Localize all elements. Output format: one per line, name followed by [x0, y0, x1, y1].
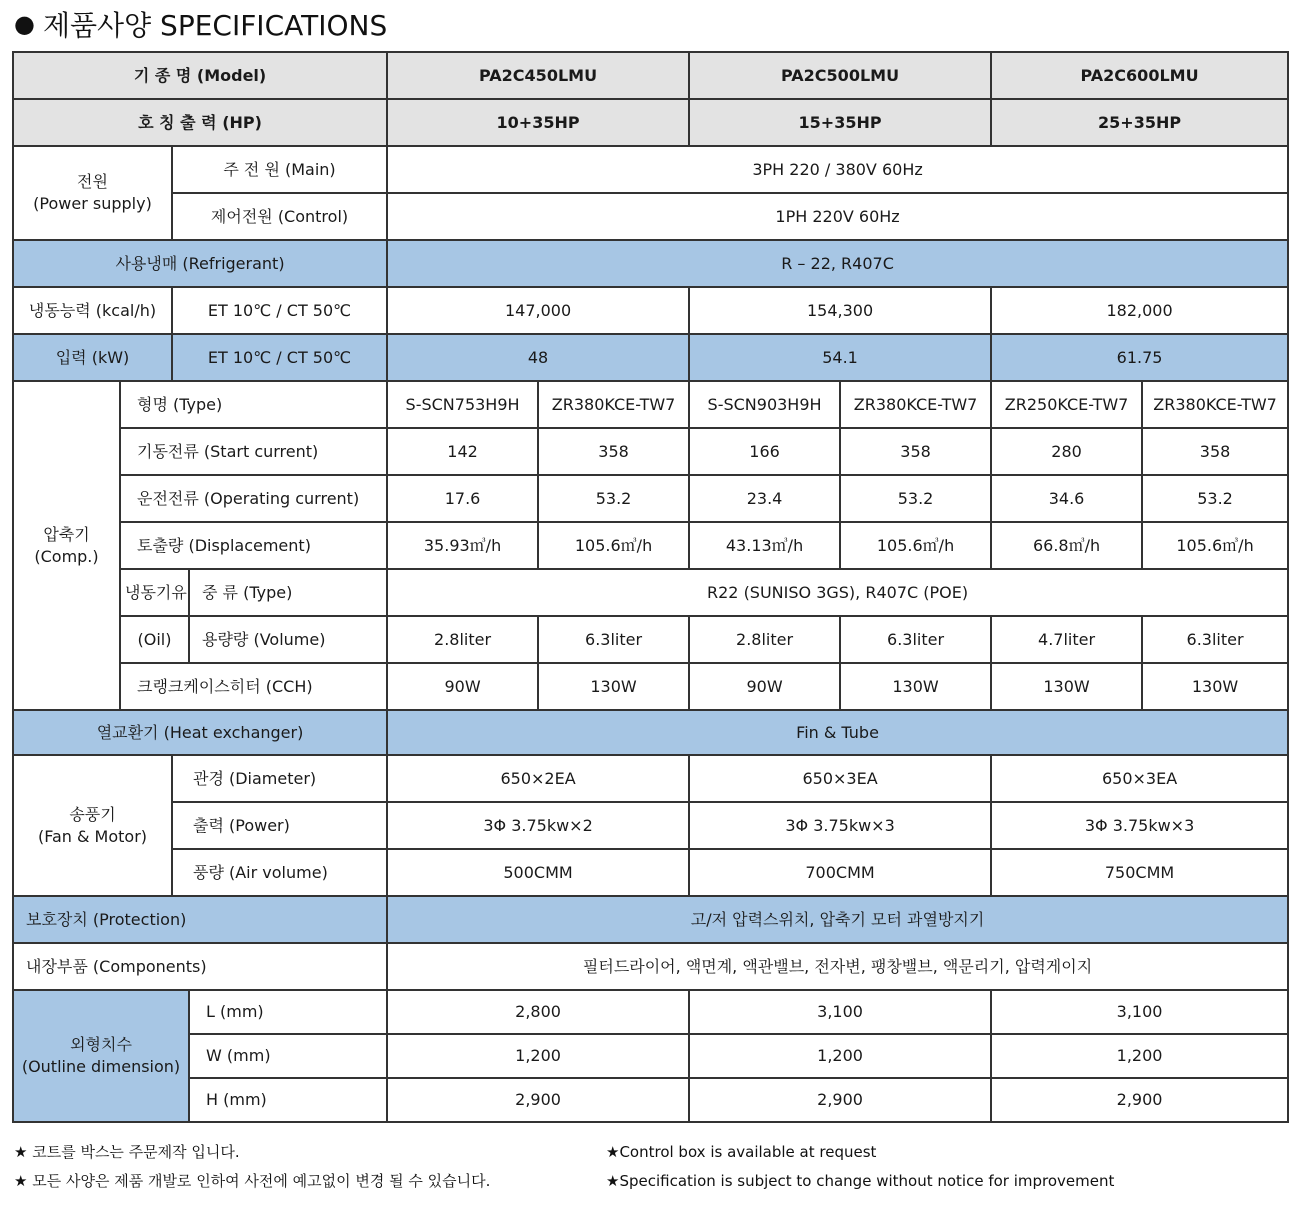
comp-type-value: ZR380KCE-TW7 — [840, 381, 991, 428]
row-outline-l — [13, 990, 1288, 1034]
note-line: ★ 코트를 박스는 주문제작 입니다. — [14, 1143, 240, 1161]
hp-value: 25+35HP — [991, 99, 1288, 146]
heat-exchanger-value: Fin & Tube — [387, 710, 1288, 755]
row-comp-start-current — [13, 428, 1288, 475]
operating-current-value: 53.2 — [538, 475, 689, 522]
input-value: 54.1 — [689, 334, 991, 381]
capacity-value: 147,000 — [387, 287, 689, 334]
fan-air-volume-value: 500CMM — [387, 849, 689, 896]
row-model — [13, 52, 1288, 99]
oil-volume-value: 2.8liter — [689, 616, 840, 663]
operating-current-value: 34.6 — [991, 475, 1142, 522]
outline-w-value: 1,200 — [387, 1034, 689, 1078]
oil-label-en: (Oil) — [120, 616, 189, 663]
protection-label: 보호장치 (Protection) — [13, 896, 387, 943]
oil-volume-value: 4.7liter — [991, 616, 1142, 663]
row-power-main — [13, 146, 1288, 193]
start-current-value: 358 — [538, 428, 689, 475]
displacement-value: 66.8㎥/h — [991, 522, 1142, 569]
displacement-value: 105.6㎥/h — [538, 522, 689, 569]
input-condition: ET 10℃ / CT 50℃ — [172, 334, 387, 381]
oil-volume-value: 6.3liter — [1142, 616, 1288, 663]
cch-value: 130W — [538, 663, 689, 710]
note-line: ★Control box is available at request — [606, 1143, 877, 1161]
power-label-ko: 전원 — [77, 172, 108, 192]
row-fan-power — [13, 802, 1288, 849]
oil-type-label: 중 류 (Type) — [189, 569, 387, 616]
comp-type-value: ZR380KCE-TW7 — [1142, 381, 1288, 428]
operating-current-value: 53.2 — [840, 475, 991, 522]
fan-diameter-label: 관경 (Diameter) — [172, 755, 387, 802]
comp-type-value: S-SCN753H9H — [387, 381, 538, 428]
comp-label-ko: 압축기 — [43, 524, 90, 544]
row-power-control — [13, 193, 1288, 240]
row-comp-displacement — [13, 522, 1288, 569]
start-current-value: 166 — [689, 428, 840, 475]
displacement-value: 43.13㎥/h — [689, 522, 840, 569]
oil-type-value: R22 (SUNISO 3GS), R407C (POE) — [387, 569, 1288, 616]
row-refrigerant — [13, 240, 1288, 287]
fan-diameter-value: 650×2EA — [387, 755, 689, 802]
fan-air-volume-value: 700CMM — [689, 849, 991, 896]
outline-label-en: (Outline dimension) — [21, 1057, 181, 1076]
cch-value: 130W — [991, 663, 1142, 710]
oil-volume-value: 6.3liter — [840, 616, 991, 663]
fan-air-volume-value: 750CMM — [991, 849, 1288, 896]
outline-h-value: 2,900 — [689, 1078, 991, 1122]
row-components — [13, 943, 1288, 990]
hp-value: 15+35HP — [689, 99, 991, 146]
row-heat-exchanger — [13, 710, 1288, 755]
bullet-icon: ● — [14, 10, 35, 38]
outline-w-value: 1,200 — [991, 1034, 1288, 1078]
cch-value: 90W — [689, 663, 840, 710]
outline-label-ko: 외형치수 — [70, 1035, 132, 1055]
power-label — [13, 146, 172, 240]
notes-korean — [14, 1138, 490, 1196]
power-main-value: 3PH 220 / 380V 60Hz — [387, 146, 1288, 193]
displacement-value: 35.93㎥/h — [387, 522, 538, 569]
cch-label: 크랭크케이스히터 (CCH) — [120, 663, 387, 710]
components-value: 필터드라이어, 액면계, 액관밸브, 전자변, 팽창밸브, 액문리기, 압력게이지 — [387, 943, 1288, 990]
row-input — [13, 334, 1288, 381]
model-value: PA2C600LMU — [991, 52, 1288, 99]
input-label: 입력 (kW) — [13, 334, 172, 381]
row-comp-type — [13, 381, 1288, 428]
capacity-value: 182,000 — [991, 287, 1288, 334]
fan-label-ko: 송풍기 — [69, 804, 116, 824]
comp-type-label: 형명 (Type) — [120, 381, 387, 428]
components-label: 내장부품 (Components) — [13, 943, 387, 990]
outline-w-value: 1,200 — [689, 1034, 991, 1078]
capacity-value: 154,300 — [689, 287, 991, 334]
refrigerant-label: 사용냉매 (Refrigerant) — [13, 240, 387, 287]
input-value: 48 — [387, 334, 689, 381]
protection-value: 고/저 압력스위치, 압축기 모터 과열방지기 — [387, 896, 1288, 943]
outline-l-value: 2,800 — [387, 990, 689, 1034]
hp-value: 10+35HP — [387, 99, 689, 146]
operating-current-value: 53.2 — [1142, 475, 1288, 522]
outline-l-label: L (mm) — [189, 990, 387, 1034]
cch-value: 130W — [840, 663, 991, 710]
row-oil-volume — [13, 616, 1288, 663]
comp-label — [13, 381, 120, 710]
fan-power-value: 3Φ 3.75kw×3 — [991, 802, 1288, 849]
cch-value: 90W — [387, 663, 538, 710]
input-value: 61.75 — [991, 334, 1288, 381]
row-fan-diameter — [13, 755, 1288, 802]
hp-label: 호 칭 출 력 (HP) — [13, 99, 387, 146]
model-value: PA2C500LMU — [689, 52, 991, 99]
fan-power-label: 출력 (Power) — [172, 802, 387, 849]
displacement-value: 105.6㎥/h — [840, 522, 991, 569]
fan-diameter-value: 650×3EA — [991, 755, 1288, 802]
fan-power-value: 3Φ 3.75kw×3 — [689, 802, 991, 849]
fan-label — [13, 755, 172, 896]
comp-type-value: ZR250KCE-TW7 — [991, 381, 1142, 428]
row-protection — [13, 896, 1288, 943]
capacity-condition: ET 10℃ / CT 50℃ — [172, 287, 387, 334]
outline-label — [13, 990, 189, 1122]
cch-value: 130W — [1142, 663, 1288, 710]
power-label-en: (Power supply) — [33, 194, 152, 213]
note-line: ★Specification is subject to change without notice for improvement — [606, 1172, 1115, 1190]
oil-volume-value: 6.3liter — [538, 616, 689, 663]
page-title — [14, 4, 387, 44]
title-text: 제품사양 SPECIFICATIONS — [42, 9, 388, 42]
row-oil-type — [13, 569, 1288, 616]
row-capacity — [13, 287, 1288, 334]
fan-diameter-value: 650×3EA — [689, 755, 991, 802]
outline-w-label: W (mm) — [189, 1034, 387, 1078]
oil-volume-value: 2.8liter — [387, 616, 538, 663]
start-current-value: 142 — [387, 428, 538, 475]
note-line: ★ 모든 사양은 제품 개발로 인하여 사전에 예고없이 변경 될 수 있습니다. — [14, 1172, 491, 1190]
power-control-value: 1PH 220V 60Hz — [387, 193, 1288, 240]
heat-exchanger-label: 열교환기 (Heat exchanger) — [13, 710, 387, 755]
refrigerant-value: R – 22, R407C — [387, 240, 1288, 287]
row-fan-air-volume — [13, 849, 1288, 896]
model-value: PA2C450LMU — [387, 52, 689, 99]
oil-label-ko: 냉동기유 — [120, 569, 189, 616]
power-control-label: 제어전원 (Control) — [172, 193, 387, 240]
operating-current-label: 운전전류 (Operating current) — [120, 475, 387, 522]
start-current-label: 기동전류 (Start current) — [120, 428, 387, 475]
outline-h-label: H (mm) — [189, 1078, 387, 1122]
outline-h-value: 2,900 — [991, 1078, 1288, 1122]
start-current-value: 358 — [1142, 428, 1288, 475]
displacement-label: 토출량 (Displacement) — [120, 522, 387, 569]
comp-type-value: S-SCN903H9H — [689, 381, 840, 428]
outline-l-value: 3,100 — [689, 990, 991, 1034]
fan-air-volume-label: 풍량 (Air volume) — [172, 849, 387, 896]
row-outline-h — [13, 1078, 1288, 1122]
comp-type-value: ZR380KCE-TW7 — [538, 381, 689, 428]
start-current-value: 358 — [840, 428, 991, 475]
outline-h-value: 2,900 — [387, 1078, 689, 1122]
row-comp-operating-current — [13, 475, 1288, 522]
row-hp — [13, 99, 1288, 146]
comp-label-en: (Comp.) — [34, 546, 99, 566]
operating-current-value: 17.6 — [387, 475, 538, 522]
operating-current-value: 23.4 — [689, 475, 840, 522]
capacity-label: 냉동능력 (kcal/h) — [13, 287, 172, 334]
row-outline-w — [13, 1034, 1288, 1078]
oil-volume-label: 용량량 (Volume) — [189, 616, 387, 663]
displacement-value: 105.6㎥/h — [1142, 522, 1288, 569]
start-current-value: 280 — [991, 428, 1142, 475]
spec-table — [12, 51, 1289, 1123]
fan-label-en: (Fan & Motor) — [37, 826, 148, 846]
model-label: 기 종 명 (Model) — [13, 52, 387, 99]
power-main-label: 주 전 원 (Main) — [172, 146, 387, 193]
outline-l-value: 3,100 — [991, 990, 1288, 1034]
notes-english — [606, 1138, 1114, 1196]
fan-power-value: 3Φ 3.75kw×2 — [387, 802, 689, 849]
row-cch — [13, 663, 1288, 710]
